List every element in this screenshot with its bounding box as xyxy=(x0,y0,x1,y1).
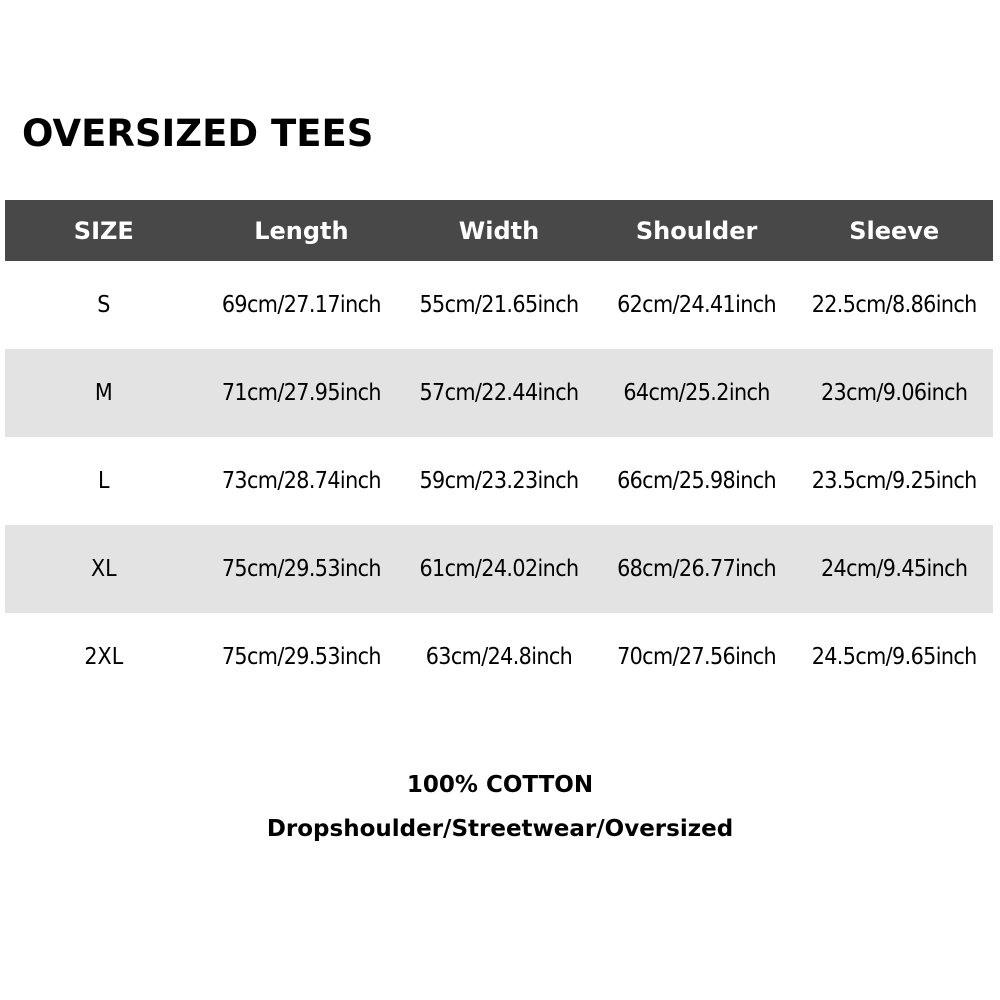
header-length: Length xyxy=(203,200,401,261)
material-note: 100% COTTON xyxy=(406,772,594,798)
header-shoulder: Shoulder xyxy=(598,200,796,261)
header-sleeve: Sleeve xyxy=(795,200,993,261)
size-chart-table xyxy=(5,200,993,701)
table-row xyxy=(5,613,993,701)
length-cell: 73cm/28.74inch xyxy=(221,468,381,494)
shoulder-cell: 70cm/27.56inch xyxy=(617,644,777,670)
size-cell: M xyxy=(5,349,203,437)
sleeve-cell: 23.5cm/9.25inch xyxy=(811,468,977,494)
page-title: OVERSIZED TEES xyxy=(22,112,374,155)
sleeve-cell: 22.5cm/8.86inch xyxy=(811,292,977,318)
header-width: Width xyxy=(400,200,598,261)
length-cell: 75cm/29.53inch xyxy=(221,644,381,670)
size-cell: L xyxy=(98,468,110,494)
length-cell: 69cm/27.17inch xyxy=(221,292,381,318)
width-cell: 59cm/23.23inch xyxy=(419,468,579,494)
table-row xyxy=(5,437,993,525)
table-row xyxy=(5,261,993,349)
header-size: SIZE xyxy=(5,200,203,261)
width-cell: 61cm/24.02inch xyxy=(400,525,598,613)
size-cell: 2XL xyxy=(84,644,124,670)
shoulder-cell: 66cm/25.98inch xyxy=(617,468,777,494)
table-row xyxy=(5,349,993,437)
shoulder-cell: 68cm/26.77inch xyxy=(598,525,796,613)
width-cell: 55cm/21.65inch xyxy=(419,292,579,318)
width-cell: 57cm/22.44inch xyxy=(400,349,598,437)
length-cell: 75cm/29.53inch xyxy=(203,525,401,613)
table-row xyxy=(5,525,993,613)
length-cell: 71cm/27.95inch xyxy=(203,349,401,437)
sleeve-cell: 24cm/9.45inch xyxy=(795,525,993,613)
size-cell: S xyxy=(97,292,111,318)
sleeve-cell: 24.5cm/9.65inch xyxy=(811,644,977,670)
style-note: Dropshoulder/Streetwear/Oversized xyxy=(266,816,734,842)
sleeve-cell: 23cm/9.06inch xyxy=(795,349,993,437)
table-header-row xyxy=(5,200,993,261)
width-cell: 63cm/24.8inch xyxy=(425,644,573,670)
size-cell: XL xyxy=(5,525,203,613)
shoulder-cell: 64cm/25.2inch xyxy=(598,349,796,437)
shoulder-cell: 62cm/24.41inch xyxy=(617,292,777,318)
